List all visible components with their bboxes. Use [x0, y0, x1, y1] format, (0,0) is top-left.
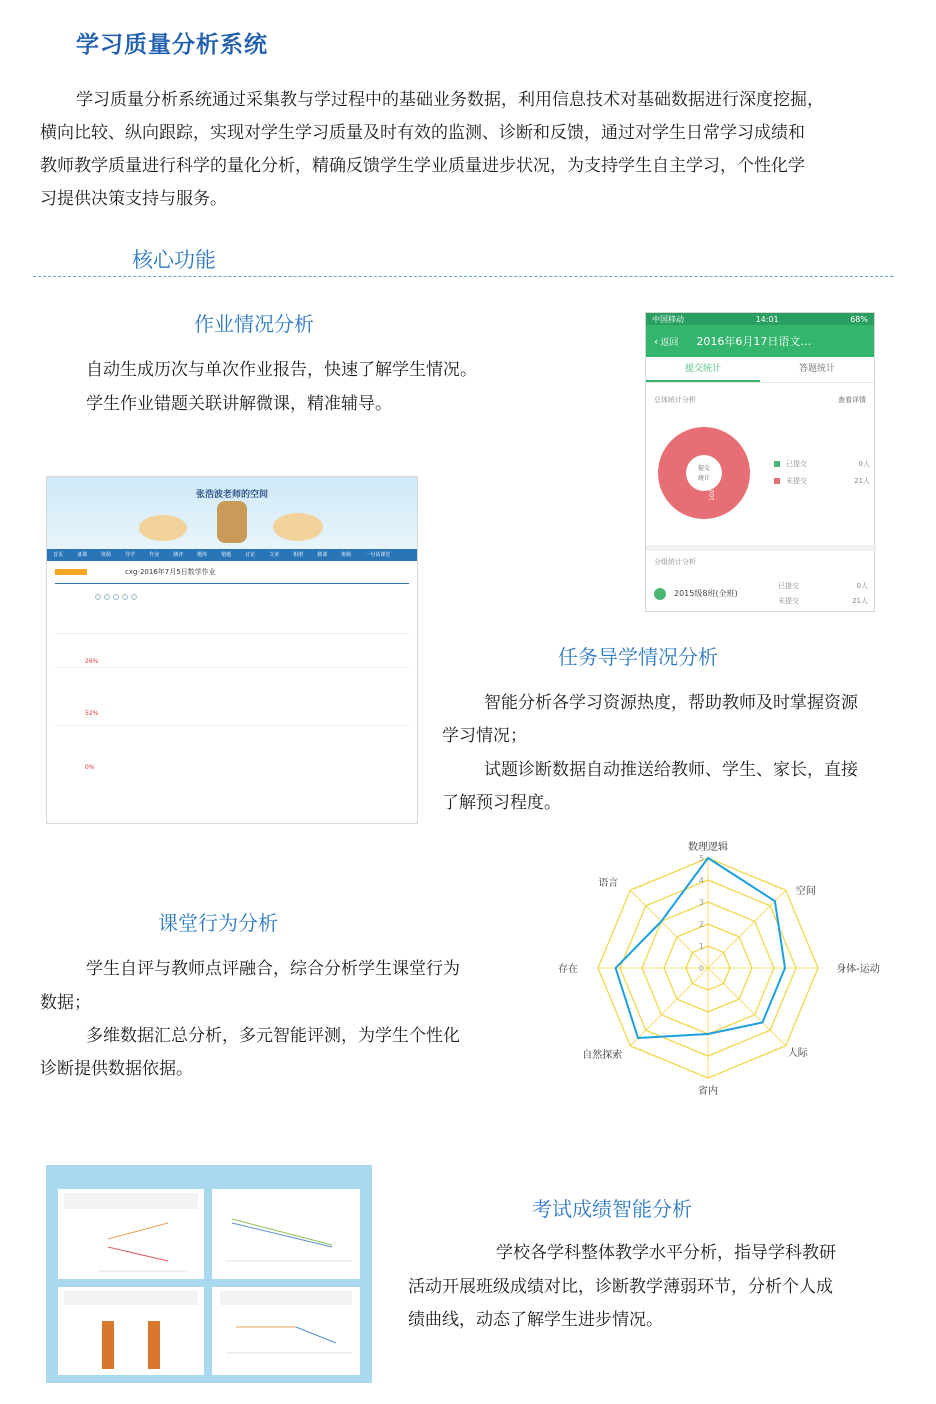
exam-trend-mini-chart	[212, 1189, 360, 1279]
nav-item-10[interactable]: 相册	[293, 552, 304, 558]
cartoon-cow-left	[139, 515, 187, 541]
legend-swatch-red	[774, 478, 780, 484]
homework-title: 作业情况分析	[194, 312, 314, 336]
pie-center-label-2: 统计	[697, 475, 711, 482]
exam-panel-compare	[212, 1287, 360, 1375]
pie-percent-label: 100%	[709, 483, 716, 501]
carrier-label: 中国移动	[652, 314, 684, 324]
stat-block-2	[55, 668, 409, 726]
class-name: 2015级8班(全班)	[674, 589, 738, 598]
exam-compare-mini-chart	[212, 1287, 360, 1375]
task-line-4: 了解预习程度。	[442, 793, 561, 813]
radar-tick-1: 1	[698, 942, 704, 951]
legend-unsubmitted	[774, 476, 870, 486]
exam-panel-bars	[58, 1287, 204, 1375]
space-navbar	[47, 549, 417, 561]
core-functions-title: 核心功能	[132, 248, 216, 272]
nav-item-8[interactable]: 讨论	[245, 552, 256, 558]
pie-legend	[774, 459, 870, 486]
nav-item-0[interactable]: 首页	[53, 552, 64, 558]
legend-value-submitted: 0人	[858, 460, 870, 468]
pie-center-label-1: 提交	[697, 465, 711, 472]
nav-item-2[interactable]: 资源	[101, 552, 112, 558]
phone-header-title: 2016年6月17日语文…	[696, 335, 812, 348]
class-unsubmitted-value: 21人	[852, 597, 868, 605]
page-title: 学习质量分析系统	[76, 32, 268, 58]
radar-label-3: 人际	[787, 1047, 808, 1059]
radar-label-7: 语言	[598, 878, 619, 890]
radar-label-6: 存在	[558, 964, 578, 975]
homework-report	[47, 561, 417, 778]
pie-center-hole	[686, 455, 722, 491]
report-tab-underline	[55, 583, 409, 584]
report-question-row	[55, 594, 409, 634]
legend-swatch-green	[774, 461, 780, 467]
task-line-3: 试题诊断数据自动推送给教师、学生、家长，直接	[484, 760, 858, 780]
back-icon[interactable]: ‹	[654, 334, 659, 348]
nav-item-9[interactable]: 文章	[269, 552, 280, 558]
radar-tick-3: 3	[698, 898, 704, 907]
submit-pie-chart	[656, 425, 752, 521]
cartoon-cow-right	[273, 513, 323, 541]
exam-line-2: 活动开展班级成绩对比，诊断教学薄弱环节，分析个人成	[408, 1277, 833, 1297]
exam-line-3: 绩曲线，动态了解学生进步情况。	[408, 1310, 663, 1330]
radar-label-5: 自然探索	[582, 1049, 623, 1061]
stat-block-3	[55, 726, 409, 772]
homework-screenshot	[46, 476, 418, 824]
nav-item-5[interactable]: 测评	[173, 552, 184, 558]
exam-panel-table-line	[58, 1189, 204, 1279]
back-button[interactable]: 返回	[660, 337, 679, 348]
nav-item-4[interactable]: 作业	[149, 552, 160, 558]
classroom-line-4: 诊断提供数据依据。	[40, 1059, 193, 1079]
space-banner	[47, 477, 417, 549]
task-line-2: 学习情况；	[442, 726, 527, 746]
phone-tabs	[646, 357, 874, 383]
stat-block-1	[55, 634, 409, 668]
exam-line-1: 学校各学科整体教学水平分析，指导学科教研	[496, 1243, 836, 1263]
radar-label-0: 数理逻辑	[688, 842, 728, 853]
phone-status-bar	[646, 313, 874, 325]
class-submitted-value: 0人	[856, 582, 868, 590]
intro-line-2: 横向比较、纵向跟踪，实现对学生学习质量及时有效的监测、诊断和反馈，通过对学生日常学习成绩和	[40, 123, 805, 143]
work-title: cxg-2016年7月5日数学作业	[125, 568, 216, 576]
intro-line-4: 习提供决策支持与服务。	[40, 189, 227, 209]
task-title: 任务导学情况分析	[558, 645, 718, 669]
radar-label-1: 空间	[795, 886, 816, 898]
nav-item-13[interactable]: 一句话课堂	[365, 552, 391, 558]
cartoon-hat	[217, 501, 247, 543]
legend-submitted	[774, 459, 870, 469]
legend-label-unsubmitted: 未提交	[786, 477, 807, 485]
intro-line-1: 学习质量分析系统通过采集教与学过程中的基础业务数据，利用信息技术对基础数据进行深度挖掘，	[76, 90, 824, 110]
class-unsubmitted-label: 未提交	[778, 597, 799, 605]
legend-value-unsubmitted: 21人	[854, 477, 870, 485]
intro-line-3: 教师教学质量进行科学的量化分析，精确反馈学生学业质量进步状况，为支持学生自主学习，个性化学	[40, 156, 805, 176]
radar-label-2: 身体-运动	[836, 964, 880, 975]
view-detail-link[interactable]: 查看详情	[838, 396, 866, 404]
stat-rate-1: 26%	[85, 658, 99, 665]
radar-tick-4: 4	[698, 876, 704, 885]
classroom-title: 课堂行为分析	[158, 911, 278, 935]
task-line-1: 智能分析各学习资源热度，帮助教师及时掌握资源	[484, 693, 858, 713]
time-label: 14:01	[755, 314, 779, 324]
class-submitted-label: 已提交	[778, 582, 799, 590]
radar-tick-0: 0	[698, 964, 704, 973]
phone-screenshot	[645, 312, 875, 612]
nav-item-7[interactable]: 错题	[221, 552, 232, 558]
radar-label-4: 省内	[698, 1086, 718, 1097]
radar-tick-2: 2	[698, 920, 704, 929]
space-banner-title: 张浩波老师的空间	[195, 490, 268, 500]
class-stats	[778, 581, 868, 606]
overall-row	[646, 383, 874, 405]
exam-line-mini-chart	[58, 1189, 204, 1279]
exam-bar-mini-chart	[58, 1287, 204, 1375]
group-section	[646, 545, 876, 573]
report-badge	[55, 569, 87, 575]
class-row[interactable]	[654, 581, 868, 606]
tab-answer-stats[interactable]: 答题统计	[798, 364, 835, 374]
nav-item-1[interactable]: 备课	[77, 552, 88, 558]
overall-label: 总体统计分析	[654, 396, 696, 404]
nav-item-12[interactable]: 班级	[341, 552, 352, 558]
tab-submit-stats[interactable]: 提交统计	[646, 357, 760, 382]
section-divider	[33, 276, 893, 277]
radar-chart	[558, 842, 900, 1138]
battery-label: 68%	[850, 314, 868, 324]
stat-rate-2: 52%	[85, 710, 99, 717]
nav-item-11[interactable]: 微课	[317, 552, 328, 558]
class-icon	[654, 588, 666, 600]
phone-header	[646, 325, 874, 357]
stat-rate-3: 0%	[85, 764, 95, 771]
exam-panel-trend	[212, 1189, 360, 1279]
radar-tick-5: 5	[698, 854, 704, 863]
classroom-line-3: 多维数据汇总分析，多元智能评测，为学生个性化	[86, 1026, 460, 1046]
group-label: 分组统计分析	[654, 558, 696, 566]
classroom-line-2: 数据；	[40, 993, 91, 1013]
nav-item-3[interactable]: 导学	[125, 552, 136, 558]
legend-label-submitted: 已提交	[786, 460, 807, 468]
homework-line-2: 学生作业错题关联讲解微课，精准辅导。	[86, 394, 392, 414]
classroom-line-1: 学生自评与教师点评融合，综合分析学生课堂行为	[86, 959, 460, 979]
nav-item-6[interactable]: 题库	[197, 552, 208, 558]
exam-title: 考试成绩智能分析	[532, 1197, 692, 1221]
exam-screenshot	[46, 1165, 372, 1383]
homework-line-1: 自动生成历次与单次作业报告，快速了解学生情况。	[86, 360, 477, 380]
